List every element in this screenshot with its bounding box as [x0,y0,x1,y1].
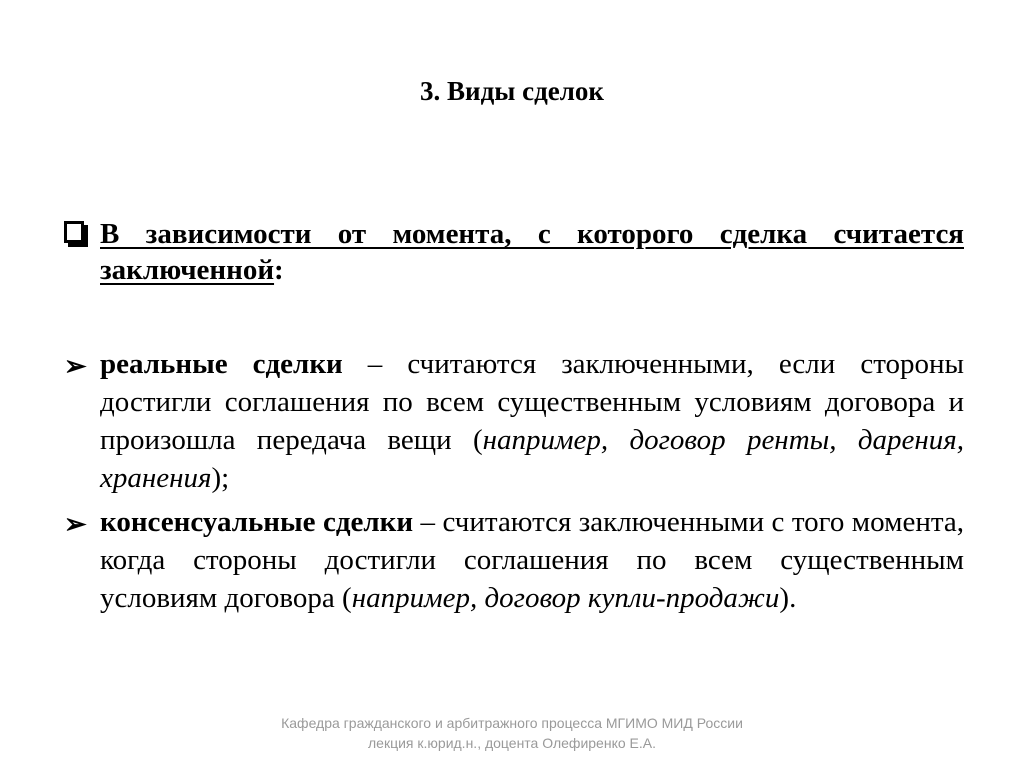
footer-line-lecturer: лекция к.юрид.н., доцента Олефиренко Е.А. [368,735,656,751]
section-heading-text [92,216,964,288]
list-item-term: реальные сделки [100,348,343,380]
list-item-example: например, договор ренты, дарения, хранения [100,424,964,494]
list-item-tail: ). [779,582,797,614]
list-item-dash: – [413,506,443,538]
arrow-bullet-icon: ➢ [64,509,87,539]
section-heading-label: В зависимости от момента, с которого сделка считается заключенной [100,218,964,286]
checkbox-icon [64,216,92,248]
arrow-bullet-icon: ➢ [64,351,87,381]
section-heading [64,216,964,288]
list-item-tail: ); [211,462,230,494]
list-item-text [96,503,964,617]
list-item-term: консенсуальные сделки [100,506,414,538]
page-title: 3. Виды сделок [420,76,604,106]
deal-types-list [64,345,964,623]
list-item-dash: – [342,348,408,380]
list-item-description: считаются заключенными, если стороны достигли соглашения по всем существенным условиям договора и произошла передача вещи ( [100,348,965,456]
list-item [64,345,964,497]
list-item-text [96,345,964,497]
list-item-description: считаются заключенными с того момента, когда стороны достигли соглашения по всем существенным условиям договора ( [100,506,964,614]
list-item [64,503,964,617]
footer-line-department: Кафедра гражданского и арбитражного процесса МГИМО МИД России [281,715,743,731]
section-heading-colon: : [274,254,284,286]
footer [0,713,1024,753]
list-item-example: например, договор купли-продажи [351,582,780,614]
